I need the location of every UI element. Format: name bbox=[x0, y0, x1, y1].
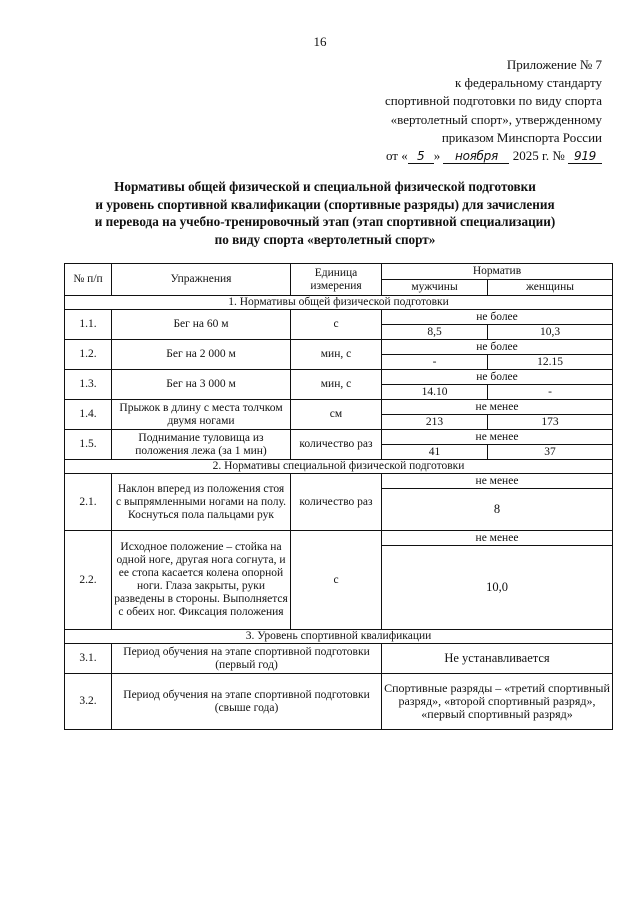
row-num: 3.1. bbox=[65, 644, 112, 674]
order-number: 919 bbox=[568, 150, 602, 164]
row-condition: не менее bbox=[382, 531, 613, 546]
row-women-value: 37 bbox=[488, 445, 613, 460]
header-unit: Единица измерения bbox=[291, 264, 382, 296]
row-num: 1.2. bbox=[65, 340, 112, 370]
row-men-value: 213 bbox=[382, 415, 488, 430]
row-value: Спортивные разряды – «третий спортивный разряд», «второй спортивный разряд», «первый спортивный разряд» bbox=[382, 674, 613, 730]
section-row bbox=[65, 296, 613, 310]
row-condition: не менее bbox=[382, 474, 613, 489]
table-row bbox=[65, 430, 613, 445]
table-row bbox=[65, 340, 613, 355]
row-num: 1.3. bbox=[65, 370, 112, 400]
row-exercise: Прыжок в длину с места толчком двумя ногами bbox=[112, 400, 291, 430]
row-women-value: 12.15 bbox=[488, 355, 613, 370]
order-month: ноября bbox=[443, 150, 509, 164]
row-women-value: 10,3 bbox=[488, 325, 613, 340]
row-exercise: Бег на 3 000 м bbox=[112, 370, 291, 400]
order-from: от « bbox=[385, 148, 408, 164]
row-num: 2.1. bbox=[65, 474, 112, 531]
row-value: 10,0 bbox=[382, 546, 613, 630]
order-date-line bbox=[312, 147, 602, 165]
order-day: 5 bbox=[408, 150, 434, 164]
header-men: мужчины bbox=[382, 280, 488, 296]
row-num: 1.5. bbox=[65, 430, 112, 460]
section-title: 1. Нормативы общей физической подготовки bbox=[65, 296, 613, 310]
title-line: и уровень спортивной квалификации (спортивные разряды) для зачисления bbox=[95, 196, 555, 212]
table-row bbox=[65, 370, 613, 385]
page-number: 16 bbox=[313, 34, 327, 49]
order-year: 2025 г. № bbox=[512, 148, 565, 164]
header-norm: Норматив bbox=[382, 264, 613, 280]
table-row bbox=[65, 674, 613, 730]
appendix-title: Приложение № 7 bbox=[506, 57, 602, 72]
row-num: 3.2. bbox=[65, 674, 112, 730]
section-row bbox=[65, 630, 613, 644]
row-condition: не более bbox=[382, 370, 613, 385]
row-unit: мин, с bbox=[291, 340, 382, 370]
standards-table bbox=[64, 263, 613, 730]
appendix-line: спортивной подготовки по виду спорта bbox=[384, 93, 602, 109]
row-condition: не более bbox=[382, 310, 613, 325]
row-exercise: Наклон вперед из положения стоя с выпрямленными ногами на полу. Коснуться пола пальцами рук bbox=[112, 474, 291, 531]
row-exercise: Поднимание туловища из положения лежа (за 1 мин) bbox=[112, 430, 291, 460]
title-line: по виду спорта «вертолетный спорт» bbox=[214, 231, 436, 247]
section-title: 3. Уровень спортивной квалификации bbox=[65, 630, 613, 644]
appendix-line: приказом Минспорта России bbox=[441, 129, 602, 145]
title-line: Нормативы общей физической и специальной физической подготовки bbox=[114, 179, 536, 194]
appendix-block bbox=[312, 56, 602, 165]
row-exercise: Период обучения на этапе спортивной подготовки (первый год) bbox=[112, 644, 382, 674]
row-value: Не устанавливается bbox=[382, 644, 613, 674]
row-unit: с bbox=[291, 310, 382, 340]
row-men-value: - bbox=[382, 355, 488, 370]
row-condition: не менее bbox=[382, 430, 613, 445]
table-row bbox=[65, 531, 613, 546]
header-exercise: Упражнения bbox=[112, 264, 291, 296]
row-unit: с bbox=[291, 531, 382, 630]
title-line: и перевода на учебно-тренировочный этап (этап спортивной специализации) bbox=[94, 214, 556, 229]
row-women-value: 173 bbox=[488, 415, 613, 430]
row-condition: не более bbox=[382, 340, 613, 355]
table-row bbox=[65, 310, 613, 325]
table-row bbox=[65, 474, 613, 489]
header-num: № п/п bbox=[65, 264, 112, 296]
appendix-line: «вертолетный спорт», утвержденному bbox=[390, 111, 602, 127]
row-num: 1.1. bbox=[65, 310, 112, 340]
row-men-value: 14.10 bbox=[382, 385, 488, 400]
row-exercise: Бег на 2 000 м bbox=[112, 340, 291, 370]
document-title bbox=[40, 178, 610, 248]
row-num: 2.2. bbox=[65, 531, 112, 630]
appendix-line: к федеральному стандарту bbox=[454, 75, 602, 91]
row-exercise: Исходное положение – стойка на одной ноге, другая нога согнута, и ее стопа касается колена опорной ноги. Глаза закрыты, руки разведены в стороны. Выполняется с обеих ног. Фиксация положения bbox=[112, 531, 291, 630]
row-unit: мин, с bbox=[291, 370, 382, 400]
table-row bbox=[65, 644, 613, 674]
table-header-row bbox=[65, 264, 613, 280]
row-value: 8 bbox=[382, 489, 613, 531]
header-women: женщины bbox=[488, 280, 613, 296]
row-unit: количество раз bbox=[291, 430, 382, 460]
section-row bbox=[65, 460, 613, 474]
row-exercise: Бег на 60 м bbox=[112, 310, 291, 340]
row-unit: см bbox=[291, 400, 382, 430]
table-row bbox=[65, 400, 613, 415]
row-num: 1.4. bbox=[65, 400, 112, 430]
row-women-value: - bbox=[488, 385, 613, 400]
row-condition: не менее bbox=[382, 400, 613, 415]
section-title: 2. Нормативы специальной физической подготовки bbox=[65, 460, 613, 474]
row-men-value: 8,5 bbox=[382, 325, 488, 340]
row-unit: количество раз bbox=[291, 474, 382, 531]
row-exercise: Период обучения на этапе спортивной подготовки (свыше года) bbox=[112, 674, 382, 730]
row-men-value: 41 bbox=[382, 445, 488, 460]
order-mid: » bbox=[433, 148, 441, 164]
